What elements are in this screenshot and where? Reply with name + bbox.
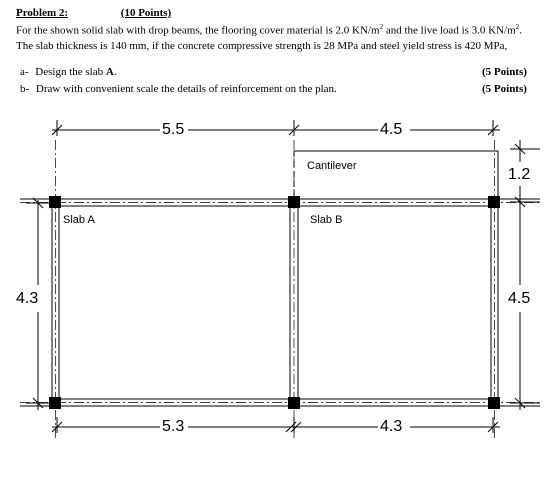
problem-line-1-c: . [519,24,522,37]
dim-label-left: 4.3 [16,290,39,307]
dim-label-top-right: 4.5 [380,121,403,138]
task-b-text: Draw with convenient scale the details of reinforcement on the plan. [35,83,337,95]
column-top-right [488,196,500,208]
dim-label-bottom-right: 4.3 [380,418,403,435]
cantilever-label: Cantilever [307,160,357,172]
unit-superscript-1: 2 [379,23,384,31]
slab-b-label: Slab B [310,214,343,226]
problem-points: (10 Points) [120,7,172,19]
task-a-prefix: a- [20,66,29,78]
unit-superscript-2: 2 [515,23,520,31]
column-top-middle [288,196,300,208]
task-a-points: (5 Points) [482,66,527,78]
problem-line-1-b: and the live load is 3.0 KN/m [383,24,516,37]
task-a-period: . [113,66,117,78]
column-top-left [49,196,61,208]
column-bottom-right [488,397,500,409]
column-bottom-left [49,397,61,409]
task-a-text: Design the slab [35,66,106,78]
task-b-prefix: b- [20,83,30,95]
dim-label-bottom-left: 5.3 [162,418,185,435]
task-b-points: (5 Points) [482,83,527,95]
problem-label: Problem 2: [16,7,69,19]
dim-label-right-main: 4.5 [508,290,531,307]
column-bottom-middle [288,397,300,409]
cantilever-outline [294,151,498,199]
dim-label-right-top: 1.2 [508,166,531,183]
problem-line-1-a: For the shown solid slab with drop beams, the flooring cover material is 2.0 KN/m [16,24,380,37]
problem-line-2: The slab thickness is 140 mm, if the concrete compressive strength is 28 MPa and steel yield stress is 420 MPa, [16,40,508,52]
task-a-slab-name: A [105,66,114,78]
slab-a-label: Slab A [63,214,95,226]
dim-label-top-left: 5.5 [162,121,185,138]
